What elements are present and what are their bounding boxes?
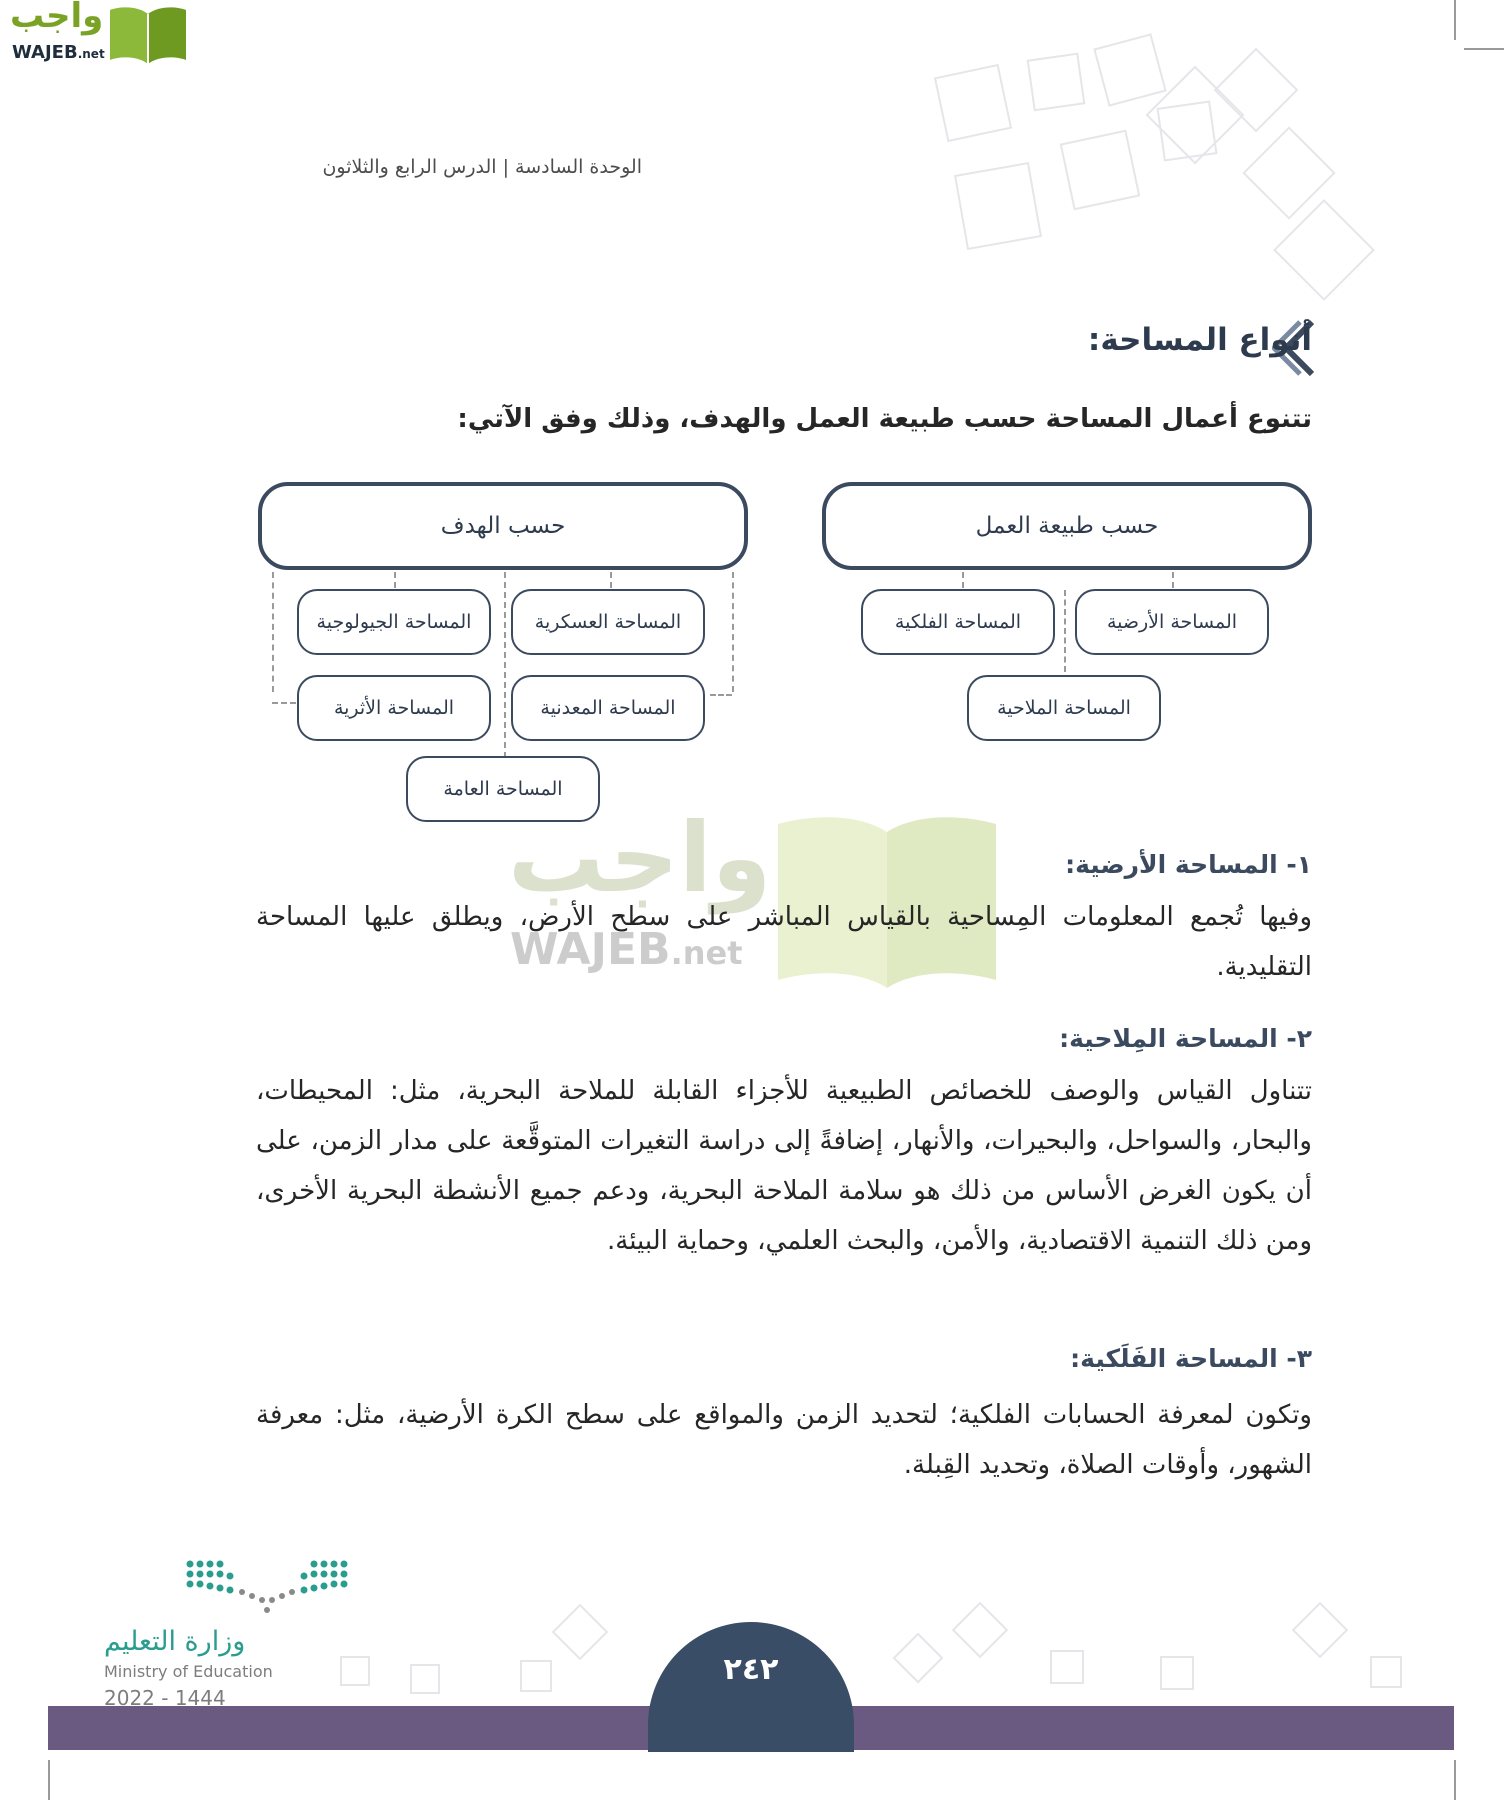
connector-line: [272, 572, 274, 692]
page-number-tab: [648, 1622, 854, 1752]
connector-line: [610, 572, 612, 588]
brand-logo: [0, 0, 196, 70]
watermark-tld: .net: [670, 934, 743, 972]
decorative-square: [893, 1633, 944, 1684]
diagram-node: المساحة الملاحية: [967, 675, 1161, 741]
connector-line: [1172, 572, 1174, 588]
section-heading: ١- المساحة الأرضية:: [1065, 850, 1312, 879]
diagram-heading-by-work: حسب طبيعة العمل: [822, 482, 1312, 570]
decorative-square: [410, 1664, 440, 1694]
ministry-name-arabic: وزارة التعليم: [104, 1626, 246, 1657]
trim-mark: [1464, 48, 1504, 50]
connector-line: [272, 702, 296, 704]
decorative-square: [1093, 33, 1166, 106]
running-head: الوحدة السادسة | الدرس الرابع والثلاثون: [322, 156, 642, 178]
section-paragraph: وتكون لمعرفة الحسابات الفلكية؛ لتحديد الزمن والمواقع على سطح الكرة الأرضية، مثل: معرفة الشهور، وأوقات الصلاة، وتحديد القِبلة.: [256, 1400, 1312, 1480]
trim-mark: [1454, 0, 1456, 40]
decorative-square: [954, 162, 1042, 250]
trim-mark: [1454, 1760, 1456, 1800]
section-heading: ٣- المساحة الفَلَكية:: [1070, 1344, 1312, 1373]
connector-line: [394, 572, 396, 588]
connector-line: [710, 694, 732, 696]
diagram-heading-by-purpose: حسب الهدف: [258, 482, 748, 570]
decorative-square: [1160, 1656, 1194, 1690]
diagram-node: المساحة الجيولوجية: [297, 589, 491, 655]
brand-name-latin: WAJEB: [12, 42, 78, 63]
trim-mark: [48, 1760, 50, 1800]
brand-name-english: [12, 42, 105, 63]
page-number: ٢٤٢: [723, 1652, 779, 1687]
decorative-square: [1027, 53, 1086, 112]
decorative-square: [1050, 1650, 1084, 1684]
decorative-square: [1292, 1602, 1349, 1659]
decorative-square: [1370, 1656, 1402, 1688]
decorative-square: [934, 64, 1012, 142]
decorative-square: [552, 1604, 609, 1661]
brand-name-arabic: واجب: [10, 0, 104, 36]
connector-line: [504, 572, 506, 758]
decorative-square: [340, 1656, 370, 1686]
connector-line: [1064, 590, 1066, 672]
open-book-icon: [108, 6, 188, 64]
diagram-node: المساحة الأثرية: [297, 675, 491, 741]
decorative-square: [1157, 101, 1218, 162]
watermark-latin: WAJEB: [510, 924, 671, 975]
brand-tld: .net: [77, 47, 105, 61]
watermark-arabic: واجب: [508, 802, 772, 914]
section-paragraph: وفيها تُجمع المعلومات المِساحية بالقياس المباشر على سطح الأرض، ويطلق عليها المساحة التقليدية.: [256, 902, 1312, 982]
decorative-square: [520, 1660, 552, 1692]
connector-line: [732, 572, 734, 692]
connector-line: [962, 572, 964, 588]
ministry-logo-icon: [184, 1558, 350, 1616]
section-title: أنواع المساحة:: [1087, 322, 1312, 358]
ministry-year: 2022 - 1444: [104, 1686, 226, 1710]
intro-text: تتنوع أعمال المساحة حسب طبيعة العمل والهدف، وذلك وفق الآتي:: [457, 404, 1312, 434]
diagram-node: المساحة العامة: [406, 756, 600, 822]
diagram-node: المساحة المعدنية: [511, 675, 705, 741]
diagram-node: المساحة العسكرية: [511, 589, 705, 655]
diagram-node: المساحة الفلكية: [861, 589, 1055, 655]
ministry-name-english: Ministry of Education: [104, 1662, 273, 1681]
diagram-node: المساحة الأرضية: [1075, 589, 1269, 655]
decorative-square: [952, 1602, 1009, 1659]
section-paragraph: تتناول القياس والوصف للخصائص الطبيعية للأجزاء القابلة للملاحة البحرية، مثل: المحيطات، والبحار، والسواحل، والبحيرات، والأنهار، إضافةً إلى دراسة التغيرات المتوقَّعة على مدار الزمن، على أن يكون الغرض الأساس من ذلك هو سلامة الملاحة البحرية، ودعم جميع الأنشطة البحرية الأخرى، ومن ذلك التنمية الاقتصادية، والأمن، والبحث العلمي، وحماية البيئة.: [256, 1076, 1312, 1256]
section-heading: ٢- المساحة المِلاحية:: [1059, 1024, 1312, 1053]
decorative-square: [1060, 130, 1141, 211]
